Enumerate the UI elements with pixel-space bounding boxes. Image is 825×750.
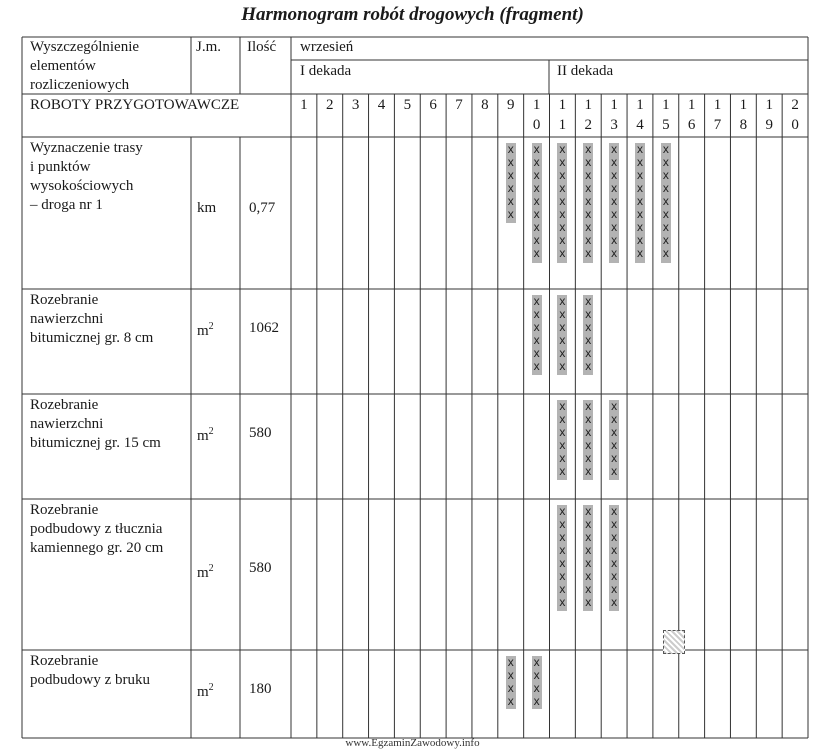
task-qty: 180 — [249, 681, 272, 697]
task-name: i punktów — [30, 159, 91, 175]
day-header: 4 — [377, 97, 386, 113]
task-name: kamiennego gr. 20 cm — [30, 540, 164, 556]
task-name: wysokościowych — [30, 178, 134, 194]
header-item-label: rozliczeniowych — [30, 77, 130, 93]
schedule-bar: x x x x x x — [559, 400, 566, 478]
schedule-bar: x x x x — [507, 656, 514, 708]
schedule-bar: x x x x x x — [507, 143, 514, 221]
day-header: 1 4 — [636, 97, 644, 133]
header-decade1-label: I dekada — [300, 63, 352, 79]
schedule-bar: x x x x x x x x x — [635, 143, 645, 263]
day-header: 6 — [429, 97, 437, 113]
day-header: 1 2 — [584, 97, 593, 133]
task-unit: $m^2$ — [197, 682, 214, 700]
day-header: 1 8 — [739, 97, 748, 133]
task-name: podbudowy z bruku — [30, 672, 150, 688]
unit-superscript: 2 — [208, 563, 214, 574]
day-header: 1 — [300, 97, 308, 113]
schedule-bar: x x x x — [533, 656, 540, 708]
unit-superscript: 2 — [208, 426, 214, 437]
header-unit-label: J.m. — [196, 39, 222, 55]
schedule-bar: x x x x x x x x x — [532, 143, 542, 263]
day-header: 3 — [351, 97, 360, 113]
day-header: 9 — [506, 97, 515, 113]
schedule-bar: x x x x x x — [559, 295, 566, 373]
header-decade2-label: II dekada — [557, 63, 614, 79]
task-name: nawierzchni — [30, 416, 104, 432]
task-unit: $m^2$ — [197, 426, 214, 444]
unit-superscript: 2 — [208, 321, 214, 332]
task-name: Rozebranie — [30, 502, 99, 518]
schedule-bar: x x x x x x x x x — [661, 143, 671, 263]
schedule-bar: x x x x x x x x x — [609, 143, 619, 263]
day-header: 5 — [403, 97, 412, 113]
task-name: – droga nr 1 — [30, 197, 103, 213]
day-header: 1 6 — [687, 97, 696, 133]
task-name: Rozebranie — [30, 292, 99, 308]
schedule-bar: x x x x x x x x x — [557, 143, 567, 263]
header-item-label: elementów — [30, 58, 96, 74]
task-name: Rozebranie — [30, 397, 99, 413]
task-qty: 0,77 — [249, 200, 276, 216]
schedule-bar: x x x x x x x x — [583, 505, 593, 611]
schedule-bar: x x x x x x — [585, 400, 592, 478]
dotted-stamp-icon — [663, 630, 685, 654]
schedule-bar: x x x x x x x x x — [583, 143, 593, 263]
header-month-label: wrzesień — [300, 39, 354, 55]
day-header: 1 3 — [610, 97, 618, 133]
task-qty: 580 — [249, 560, 272, 576]
schedule-bar: x x x x x x — [533, 295, 540, 373]
header-qty-label: Ilość — [247, 39, 277, 55]
task-qty: 580 — [249, 425, 272, 441]
task-name: bitumicznej gr. 15 cm — [30, 435, 161, 451]
task-name: Rozebranie — [30, 653, 99, 669]
task-name: podbudowy z tłucznia — [30, 521, 163, 537]
schedule-bar: x x x x x x x x — [609, 505, 619, 611]
task-name: nawierzchni — [30, 311, 104, 327]
task-name: bitumicznej gr. 8 cm — [30, 330, 154, 346]
day-header: 1 5 — [662, 97, 670, 133]
footer-watermark: www.EgzaminZawodowy.info — [345, 737, 480, 749]
task-unit: km — [197, 200, 217, 216]
schedule-bar: x x x x x x x x — [557, 505, 567, 611]
task-name: Wyznaczenie trasy — [30, 140, 143, 156]
header-item-label: Wyszczególnienie — [30, 39, 140, 55]
day-header: 8 — [481, 97, 489, 113]
day-header: 1 1 — [558, 97, 567, 133]
day-header: 2 — [326, 97, 334, 113]
section-title: ROBOTY PRZYGOTOWAWCZE — [30, 97, 240, 113]
day-header: 2 0 — [791, 97, 799, 133]
day-header: 1 7 — [713, 97, 722, 133]
task-qty: 1062 — [249, 320, 279, 336]
unit-superscript: 2 — [208, 682, 214, 693]
day-header: 1 0 — [532, 97, 541, 133]
schedule-bar: x x x x x x — [611, 400, 618, 478]
task-unit: $m^2$ — [197, 563, 214, 581]
page-title: Harmonogram robót drogowych (fragment) — [241, 4, 584, 25]
day-header: 1 9 — [765, 97, 773, 133]
schedule-bar: x x x x x x — [585, 295, 592, 373]
day-header: 7 — [455, 97, 463, 113]
task-unit: $m^2$ — [197, 321, 214, 339]
